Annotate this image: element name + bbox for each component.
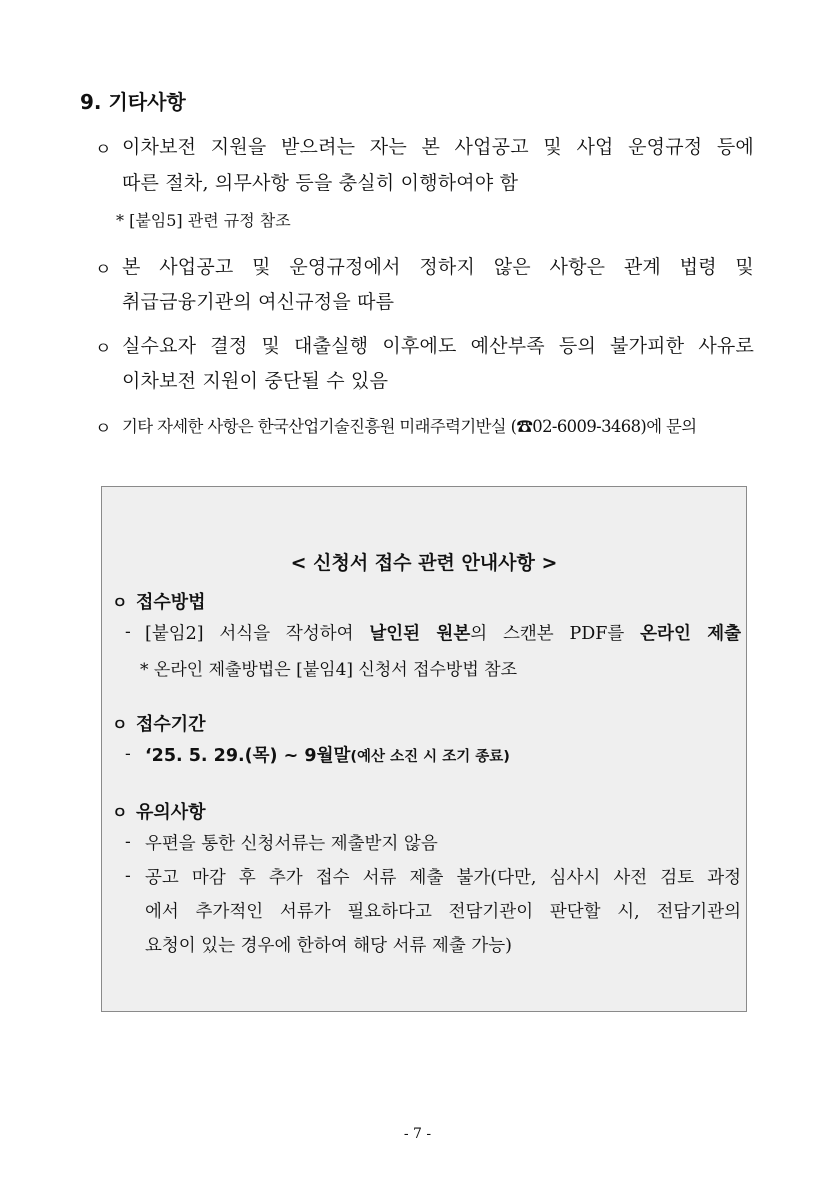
caution-item-2-line-3: 요청이 있는 경우에 한하여 해당 서류 제출 가능) bbox=[145, 936, 512, 956]
method-note: * 온라인 제출방법은 [붙임4] 신청서 접수방법 참조 bbox=[140, 660, 518, 680]
item-2-line-1: 본 사업공고 및 운영규정에서 정하지 않은 사항은 관계 법령 및 bbox=[122, 256, 754, 278]
period-line bbox=[145, 742, 510, 767]
method-title: 접수방법 bbox=[136, 592, 206, 613]
bullet-icon: ㅇ bbox=[95, 419, 112, 439]
method-line bbox=[145, 620, 741, 645]
caution-item-1: 우편을 통한 신청서류는 제출받지 않음 bbox=[145, 834, 438, 854]
dash-icon: - bbox=[125, 744, 131, 764]
item-4-line-1: 기타 자세한 사항은 한국산업기술진흥원 미래주력기반실 (☎02-6009-3468)에 문의 bbox=[122, 417, 697, 436]
notice-box-title: < 신청서 접수 관련 안내사항 > bbox=[290, 552, 558, 574]
method-text-c: 의 스캔본 PDF를 bbox=[470, 624, 641, 644]
method-text-d: 온라인 제출 bbox=[640, 624, 742, 644]
period-date-note: (예산 소진 시 조기 종료) bbox=[350, 749, 510, 765]
page-number: - 7 - bbox=[403, 1126, 432, 1142]
method-text-b: 날인된 원본 bbox=[369, 624, 471, 644]
dash-icon: - bbox=[125, 866, 131, 886]
dash-icon: - bbox=[125, 622, 131, 642]
item-3-line-2: 이차보전 지원이 중단될 수 있음 bbox=[122, 370, 389, 392]
bullet-icon: ㅇ bbox=[112, 715, 128, 734]
section-heading: 9. 기타사항 bbox=[80, 90, 186, 114]
item-2-line-2: 취급금융기관의 여신규정을 따름 bbox=[122, 291, 395, 313]
period-date-range: ‘25. 5. 29.(목) ~ 9월말 bbox=[145, 746, 351, 766]
bullet-icon: ㅇ bbox=[95, 260, 112, 280]
caution-title: 유의사항 bbox=[136, 802, 206, 823]
item-1-line-2: 따른 절차, 의무사항 등을 충실히 이행하여야 함 bbox=[122, 172, 519, 194]
caution-item-2-line-2: 에서 추가적인 서류가 필요하다고 전담기관이 판단할 시, 전담기관의 bbox=[145, 902, 741, 922]
caution-item-2-line-1: 공고 마감 후 추가 접수 서류 제출 불가(다만, 심사시 사전 검토 과정 bbox=[145, 868, 741, 888]
period-title: 접수기간 bbox=[136, 714, 206, 735]
dash-icon: - bbox=[125, 832, 131, 852]
bullet-icon: ㅇ bbox=[95, 339, 112, 359]
section-note: * [붙임5] 관련 규정 참조 bbox=[116, 211, 291, 230]
item-3-line-1: 실수요자 결정 및 대출실행 이후에도 예산부족 등의 불가피한 사유로 bbox=[122, 335, 754, 357]
method-text-a: [붙임2] 서식을 작성하여 bbox=[145, 624, 370, 644]
bullet-icon: ㅇ bbox=[112, 593, 128, 612]
item-1-line-1: 이차보전 지원을 받으려는 자는 본 사업공고 및 사업 운영규정 등에 bbox=[122, 136, 754, 158]
bullet-icon: ㅇ bbox=[95, 140, 112, 160]
bullet-icon: ㅇ bbox=[112, 803, 128, 822]
